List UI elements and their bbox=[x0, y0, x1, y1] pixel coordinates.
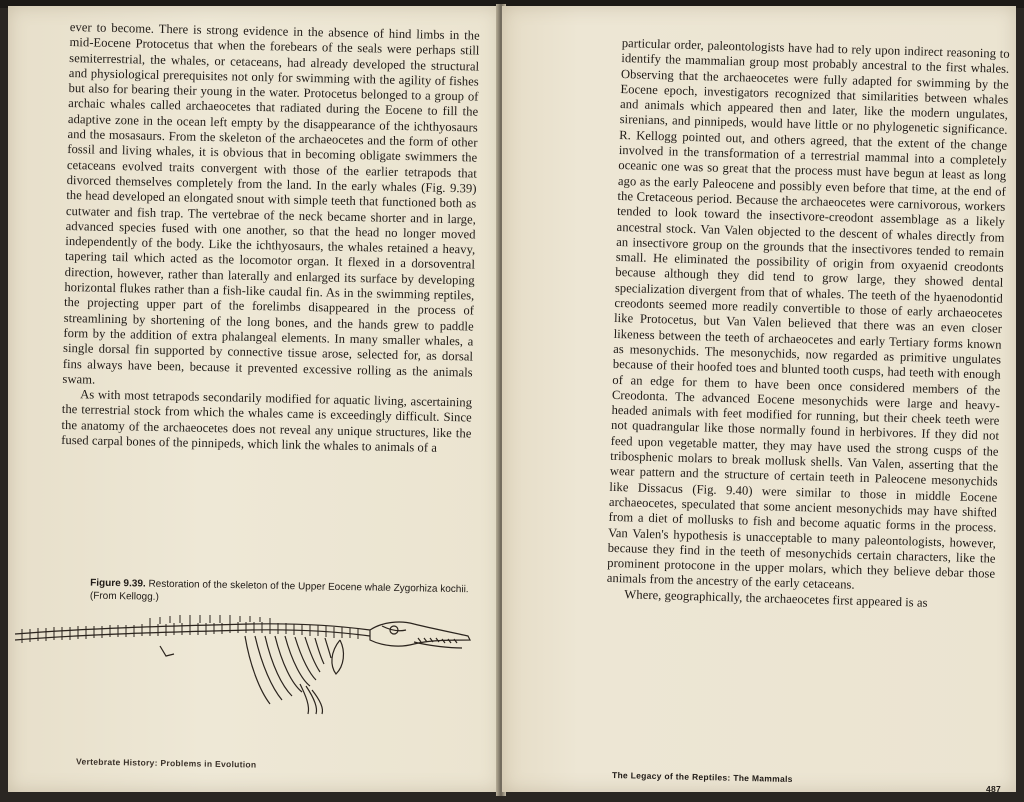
figure-caption-text: Restoration of the skeleton of the Upper Eocene whale Zygorhiza kochii. (From Kellogg.) bbox=[89, 578, 469, 603]
right-running-footer: The Legacy of the Reptiles: The Mammals bbox=[611, 769, 793, 785]
left-paragraph-2: As with most tetrapods secondarily modified for aquatic living, ascertaining the terrestrial stock from which the whales came is exceedingly difficult. Since the anatomy of the archaeocetes does not reveal any unique structures, like the fused carpal bones of the pinnipeds, which link the whales to animals of a bbox=[61, 387, 473, 455]
right-body-text bbox=[606, 36, 1010, 613]
page-number: 487 bbox=[986, 784, 1002, 792]
left-running-footer: Vertebrate History: Problems in Evolution bbox=[75, 756, 257, 770]
right-paragraph-2: Where, geographically, the archaeocetes first appeared is as bbox=[624, 586, 928, 610]
whale-skeleton-illustration bbox=[10, 596, 480, 716]
right-paragraph-1: particular order, paleontologists have had to rely upon indirect reasoning to identify the mammalian group most probably ancestral to the first whales. Observing that the archaeocetes were fully adapted for swimming by the Eocene epoch, investigators recognized that similarities between whales and animals which appeared then and later, like the modern ungulates, sirenians, and pinnipeds, would have little or no phylogenetic significance. R. Kellogg pointed out, and others agreed, that the extent of the change involved in the transformation of a terrestrial mammal into a completely oceanic one was so great that the process must have begun at least as long ago as the early Paleocene and possibly even before that time, at the end of the Cretaceous period. Because the archaeocetes were carnivorous, workers tended to look toward the insectivore-creodont assemblage as a likely ancestral stock. Van Valen objected to the descent of whales directly from an insectivore group on the grounds that the insectivores tended to remain small. He eliminated the possibility of origin from oxyaenid creodonts because although they did tend to grow large, they showed dental specialization divergent from that of whales. The teeth of the hyaenodontid creodonts seemed more readily convertible to those of early archaeocetes like Protocetus, but Van Valen believed that there was an even closer likeness between the teeth of archaeocetes and early Tertiary forms known as mesonychids. The mesonychids, now regarded as primitive ungulates because of their hoofed toes and blunted tooth cusps, had teeth with enough of an edge for them to have been once considered members of the Creodonta. The advanced Eocene mesonychids were large and heavy-headed animals with feet modified for running, but their cheek teeth were not quadrangular like those normally found in herbivores. If they did not feed upon vegetable matter, they may have used the strong cusps of the tribosphenic molars to break mollusk shells. Van Valen, asserting that the wear pattern and the structure of certain teeth in Paleocene mesonychids like Dissacus (Fig. 9.40) were similar to those in middle Eocene archaeocetes, speculated that some ancient mesonychids may have shifted from a diet of mollusks to fish and become aquatic forms in the process. Van Valen's hypothesis is unacceptable to many paleontologists, however, because they find in the teeth of mesonychids certain characters, like the prominent protocone in the upper molars, which they believe debar those animals from the ancestry of the early cetaceans. bbox=[606, 36, 1010, 593]
right-page bbox=[502, 6, 1016, 792]
left-paragraph-1: ever to become. There is strong evidence in the absence of hind limbs in the mid-Eocene Protocetus that when the forebears of the seals were perhaps still semiterrestrial, the whales, or cetaceans, had already developed the structural and physiological prerequisites not only for swimming with the agility of fishes but also for bearing their young in the water. Protocetus belonged to a group of archaic whales called archaeocetes that radiated during the Eocene to fill the adaptive zone in the ocean left empty by the disappearance of the ichthyosaurs and the mosasaurs. From the skeleton of the archaeocetes and the form of other fossil and living whales, it is obvious that in becoming obligate swimmers the cetaceans evolved traits convergent with those of the earlier tetrapods that divorced themselves completely from the land. In the early whales (Fig. 9.39) the head developed an elongated snout with simple teeth that functioned both as cutwater and fish trap. The vertebrae of the neck became shorter and in large, advanced species fused with one another, so that the head no longer moved independently of the body. Like the ichthyosaurs, the whales retained a heavy, tapering tail which acted as the locomotor organ. It flexed in a dorsoventral direction, however, rather than laterally and enlarged its surface by developing horizontal flukes rather than a fish-like caudal fin. As in the swimming reptiles, the projecting upper part of the forelimbs disappeared in the process of streamlining by shortening of the long bones, and the hands grew to paddle form by the addition of extra phalangeal elements. In many smaller whales, a single dorsal fin supported by connective tissue arose, selected for, as dorsal fins always have been, because it prevented excessive rolling as the animals swam. bbox=[62, 20, 480, 387]
figure-label: Figure 9.39. bbox=[90, 577, 146, 590]
left-body-text bbox=[61, 20, 480, 457]
left-page bbox=[8, 6, 500, 792]
